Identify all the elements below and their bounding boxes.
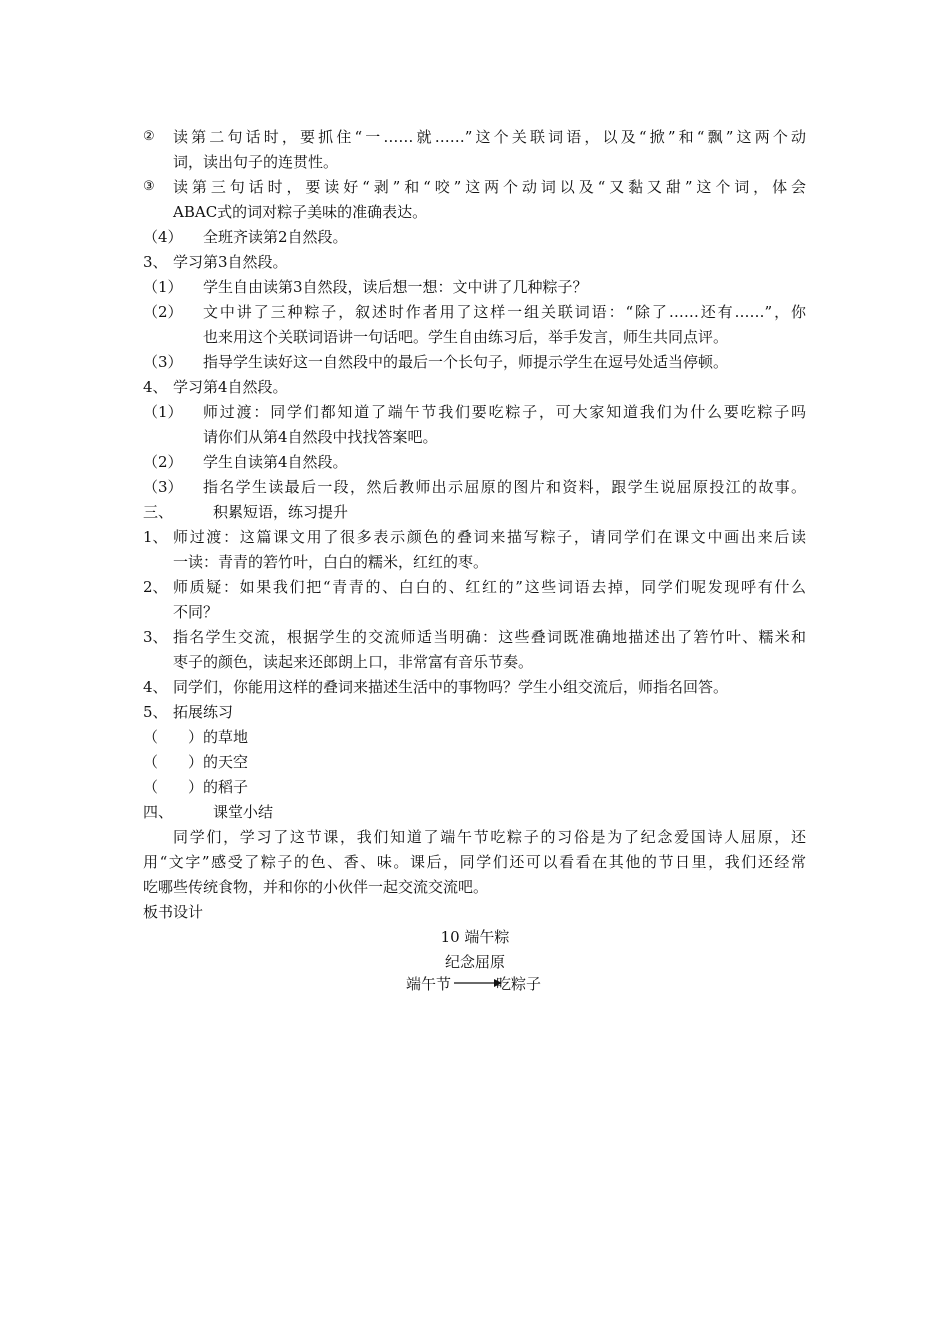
list-marker: （4） (143, 228, 183, 246)
paragraph-line: 指导学生读好这一自然段中的最后一个长句子，师提示学生在逗号处适当停顿。 (203, 353, 729, 371)
paragraph-line: 师过渡：同学们都知道了端午节我们要吃粽子，可大家知道我们为什么要吃粽子吗 (203, 403, 806, 421)
board-left-label: 端午节 (406, 975, 452, 993)
list-marker: 5、 (143, 703, 168, 721)
list-marker: （1） (143, 403, 183, 421)
paragraph-line: 全班齐读第2自然段。 (203, 228, 348, 246)
paragraph-line: ABAC式的词对粽子美味的准确表达。 (173, 203, 428, 221)
section-heading: 学习第3自然段。 (173, 253, 288, 271)
section-heading: 积累短语，练习提升 (213, 503, 349, 521)
list-marker: 2、 (143, 578, 168, 596)
paragraph-line: 师过渡：这篇课文用了很多表示颜色的叠词来描写粽子，请同学们在课文中画出来后读 (173, 528, 806, 546)
section-heading: 课堂小结 (213, 803, 274, 821)
paragraph-line: 词，读出句子的连贯性。 (173, 153, 339, 171)
paragraph-line: 同学们，学习了这节课，我们知道了端午节吃粽子的习俗是为了纪念爱国诗人屈原，还 (173, 828, 806, 846)
list-marker: （3） (143, 478, 183, 496)
paragraph-line: 读第三句话时，要读好“剥”和“咬”这两个动词以及“又黏又甜”这个词，体会 (173, 178, 806, 196)
list-marker: （2） (143, 453, 183, 471)
paragraph-line: 指名学生读最后一段，然后教师出示屈原的图片和资料，跟学生说屈原投江的故事。 (203, 478, 806, 496)
paragraph-line: 用“文字”感受了粽子的色、香、味。课后，同学们还可以看看在其他的节日里，我们还经常 (143, 853, 806, 871)
paragraph-line: 文中讲了三种粽子，叙述时作者用了这样一组关联词语：“除了……还有……”，你 (203, 303, 806, 321)
section-number: 三、 (143, 503, 174, 521)
list-marker: 1、 (143, 528, 168, 546)
paragraph-line: 枣子的颜色，读起来还郎朗上口，非常富有音乐节奏。 (173, 653, 534, 671)
list-marker: 3、 (143, 628, 168, 646)
fill-blank-line: （ ）的稻子 (143, 778, 249, 796)
paragraph-line: 指名学生交流，根据学生的交流师适当明确：这些叠词既准确地描述出了箬竹叶、糯米和 (173, 628, 806, 646)
paragraph-line: 拓展练习 (173, 703, 234, 721)
fill-blank-line: （ ）的草地 (143, 728, 249, 746)
paragraph-line: 同学们，你能用这样的叠词来描述生活中的事物吗？学生小组交流后，师指名回答。 (173, 678, 729, 696)
section-heading: 板书设计 (143, 903, 204, 921)
list-marker: 4、 (143, 378, 168, 396)
paragraph-line: 吃哪些传统食物，并和你的小伙伴一起交流交流吧。 (143, 878, 489, 896)
board-title: 10 端午粽 (440, 928, 510, 946)
board-right-label: 吃粽子 (496, 975, 542, 993)
paragraph-line: 师质疑：如果我们把“青青的、白白的、红红的”这些词语去掉，同学们呢发现呼有什么 (173, 578, 806, 596)
fill-blank-line: （ ）的天空 (143, 753, 249, 771)
paragraph-line: 学生自读第4自然段。 (203, 453, 348, 471)
circled-marker-3: ③ (143, 179, 155, 194)
list-marker: 3、 (143, 253, 168, 271)
list-marker: （3） (143, 353, 183, 371)
paragraph-line: 学生自由读第3自然段，读后想一想：文中讲了几种粽子？ (203, 278, 588, 296)
paragraph-line: 不同？ (173, 603, 219, 621)
paragraph-line: 读第二句话时，要抓住“一……就……”这个关联词语，以及“掀”和“飘”这两个动 (173, 128, 806, 146)
paragraph-line: 也来用这个关联词语讲一句话吧。学生自由练习后，举手发言，师生共同点评。 (203, 328, 729, 346)
list-marker: （2） (143, 303, 183, 321)
paragraph-line: 一读：青青的箬竹叶，白白的糯米，红红的枣。 (173, 553, 489, 571)
board-diagram (398, 972, 558, 994)
circled-marker-2: ② (143, 129, 155, 144)
paragraph-line: 请你们从第4自然段中找找答案吧。 (203, 428, 438, 446)
list-marker: （1） (143, 278, 183, 296)
section-number: 四、 (143, 803, 174, 821)
section-heading: 学习第4自然段。 (173, 378, 288, 396)
board-subtitle: 纪念屈原 (444, 953, 505, 971)
list-marker: 4、 (143, 678, 168, 696)
